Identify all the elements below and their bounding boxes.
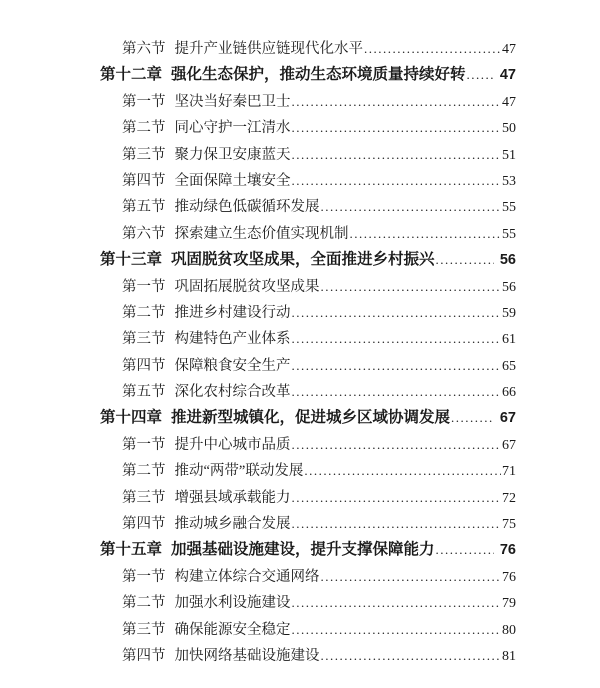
toc-entry-title: 巩固脱贫攻坚成果，全面推进乡村振兴 bbox=[171, 251, 435, 269]
dot-leader bbox=[292, 89, 502, 115]
toc-entry-title: 深化农村综合改革 bbox=[174, 384, 291, 401]
dot-leader bbox=[436, 537, 494, 563]
toc-entry-title: 保障粮食安全生产 bbox=[174, 357, 291, 374]
toc-entry-page: 81 bbox=[502, 648, 516, 664]
toc-entry-page: 71 bbox=[502, 464, 516, 480]
toc-entry[interactable] bbox=[100, 353, 516, 379]
dot-leader bbox=[292, 590, 502, 616]
toc-entry-label: 第一节 bbox=[122, 568, 166, 585]
toc-entry-title: 强化生态保护，推动生态环境质量持续好转 bbox=[171, 66, 466, 84]
toc-entry[interactable] bbox=[100, 564, 516, 590]
toc-entry-page: 56 bbox=[499, 252, 516, 269]
dot-leader bbox=[436, 247, 494, 273]
toc-entry[interactable] bbox=[100, 537, 516, 563]
toc-entry-label: 第三节 bbox=[122, 331, 166, 348]
toc-entry-page: 55 bbox=[502, 226, 516, 242]
toc-entry[interactable] bbox=[100, 300, 516, 326]
dot-leader bbox=[292, 353, 502, 379]
toc-entry-title: 同心守护一江清水 bbox=[174, 120, 291, 137]
dot-leader bbox=[321, 274, 502, 300]
toc-entry[interactable] bbox=[100, 485, 516, 511]
toc-entry[interactable] bbox=[100, 432, 516, 458]
dot-leader bbox=[321, 564, 502, 590]
toc-entry-page: 56 bbox=[502, 279, 516, 295]
toc-entry-page: 55 bbox=[502, 200, 516, 216]
toc-list bbox=[100, 36, 516, 669]
toc-entry[interactable] bbox=[100, 89, 516, 115]
toc-entry[interactable] bbox=[100, 221, 516, 247]
toc-entry-label: 第三节 bbox=[122, 146, 166, 163]
dot-leader bbox=[292, 432, 502, 458]
toc-entry-title: 推动绿色低碳循环发展 bbox=[174, 199, 320, 216]
toc-entry-page: 53 bbox=[502, 173, 516, 189]
toc-entry-title: 巩固拓展脱贫攻坚成果 bbox=[174, 278, 320, 295]
toc-entry[interactable] bbox=[100, 247, 516, 273]
toc-entry-title: 构建特色产业体系 bbox=[174, 331, 291, 348]
dot-leader bbox=[292, 115, 502, 141]
toc-entry-page: 72 bbox=[502, 490, 516, 506]
toc-entry[interactable] bbox=[100, 168, 516, 194]
dot-leader bbox=[350, 221, 502, 247]
dot-leader bbox=[292, 300, 502, 326]
toc-entry-title: 推进新型城镇化，促进城乡区域协调发展 bbox=[171, 409, 451, 427]
toc-entry-label: 第十五章 bbox=[100, 541, 163, 559]
dot-leader bbox=[292, 511, 502, 537]
dot-leader bbox=[304, 458, 501, 484]
toc-entry-page: 51 bbox=[502, 147, 516, 163]
toc-entry-title: 确保能源安全稳定 bbox=[174, 621, 291, 638]
toc-entry-title: 推进乡村建设行动 bbox=[174, 304, 291, 321]
toc-entry-page: 76 bbox=[499, 542, 516, 559]
toc-entry-title: 聚力保卫安康蓝天 bbox=[174, 146, 291, 163]
toc-entry[interactable] bbox=[100, 590, 516, 616]
toc-entry-label: 第二节 bbox=[122, 463, 166, 480]
toc-entry[interactable] bbox=[100, 194, 516, 220]
toc-entry[interactable] bbox=[100, 511, 516, 537]
toc-entry-page: 50 bbox=[502, 121, 516, 137]
toc-entry-page: 47 bbox=[499, 67, 516, 84]
toc-entry-page: 65 bbox=[502, 358, 516, 374]
toc-entry-label: 第十四章 bbox=[100, 409, 163, 427]
toc-entry-label: 第四节 bbox=[122, 647, 166, 664]
toc-entry[interactable] bbox=[100, 405, 516, 431]
toc-entry-title: 增强县域承载能力 bbox=[174, 489, 291, 506]
dot-leader bbox=[321, 643, 502, 669]
dot-leader bbox=[292, 168, 502, 194]
toc-entry-label: 第六节 bbox=[122, 225, 166, 242]
toc-entry-label: 第十二章 bbox=[100, 66, 163, 84]
dot-leader bbox=[292, 485, 502, 511]
dot-leader bbox=[364, 36, 501, 62]
toc-entry[interactable] bbox=[100, 458, 516, 484]
toc-entry-label: 第四节 bbox=[122, 516, 166, 533]
toc-entry-label: 第一节 bbox=[122, 436, 166, 453]
toc-entry-label: 第五节 bbox=[122, 199, 166, 216]
toc-entry-label: 第四节 bbox=[122, 357, 166, 374]
toc-entry-label: 第一节 bbox=[122, 93, 166, 110]
toc-entry-title: 探索建立生态价值实现机制 bbox=[174, 225, 349, 242]
dot-leader bbox=[292, 617, 502, 643]
dot-leader bbox=[292, 326, 502, 352]
dot-leader bbox=[467, 62, 494, 88]
toc-entry-label: 第四节 bbox=[122, 172, 166, 189]
toc-entry-page: 75 bbox=[502, 517, 516, 533]
toc-entry-title: 构建立体综合交通网络 bbox=[174, 568, 320, 585]
toc-entry-page: 66 bbox=[502, 385, 516, 401]
toc-entry[interactable] bbox=[100, 379, 516, 405]
toc-entry-label: 第一节 bbox=[122, 278, 166, 295]
toc-entry-page: 67 bbox=[499, 410, 516, 427]
toc-entry-label: 第二节 bbox=[122, 304, 166, 321]
dot-leader bbox=[292, 142, 502, 168]
toc-entry-title: 加快网络基础设施建设 bbox=[174, 647, 320, 664]
toc-entry-label: 第三节 bbox=[122, 489, 166, 506]
toc-entry-page: 67 bbox=[502, 437, 516, 453]
toc-entry-title: 坚决当好秦巴卫士 bbox=[174, 93, 291, 110]
toc-entry-title: 推动“两带”联动发展 bbox=[174, 463, 304, 480]
toc-entry-title: 全面保障土壤安全 bbox=[174, 172, 291, 189]
toc-entry-page: 47 bbox=[502, 42, 516, 57]
toc-entry[interactable] bbox=[100, 643, 516, 669]
toc-entry[interactable] bbox=[100, 326, 516, 352]
toc-entry-label: 第二节 bbox=[122, 120, 166, 137]
toc-entry-page: 47 bbox=[502, 94, 516, 110]
toc-entry-label: 第二节 bbox=[122, 595, 166, 612]
dot-leader bbox=[451, 405, 494, 431]
dot-leader bbox=[292, 379, 502, 405]
toc-entry-title: 提升中心城市品质 bbox=[174, 436, 291, 453]
toc-entry-label: 第五节 bbox=[122, 384, 166, 401]
toc-entry-title: 加强基础设施建设，提升支撑保障能力 bbox=[171, 541, 435, 559]
toc-entry[interactable] bbox=[100, 115, 516, 141]
toc-entry-title: 提升产业链供应链现代化水平 bbox=[174, 41, 363, 57]
toc-entry-label: 第三节 bbox=[122, 621, 166, 638]
toc-entry[interactable] bbox=[100, 617, 516, 643]
dot-leader bbox=[321, 194, 502, 220]
toc-entry-page: 61 bbox=[502, 332, 516, 348]
toc-entry[interactable] bbox=[100, 274, 516, 300]
toc-entry-page: 80 bbox=[502, 622, 516, 638]
toc-entry-title: 加强水利设施建设 bbox=[174, 595, 291, 612]
toc-entry[interactable] bbox=[100, 36, 516, 62]
toc-entry-page: 79 bbox=[502, 596, 516, 612]
toc-entry-page: 59 bbox=[502, 305, 516, 321]
toc-entry-label: 第六节 bbox=[122, 41, 166, 57]
toc-entry-label: 第十三章 bbox=[100, 251, 163, 269]
toc-entry[interactable] bbox=[100, 62, 516, 88]
toc-entry[interactable] bbox=[100, 142, 516, 168]
toc-entry-page: 76 bbox=[502, 569, 516, 585]
toc-entry-title: 推动城乡融合发展 bbox=[174, 516, 291, 533]
